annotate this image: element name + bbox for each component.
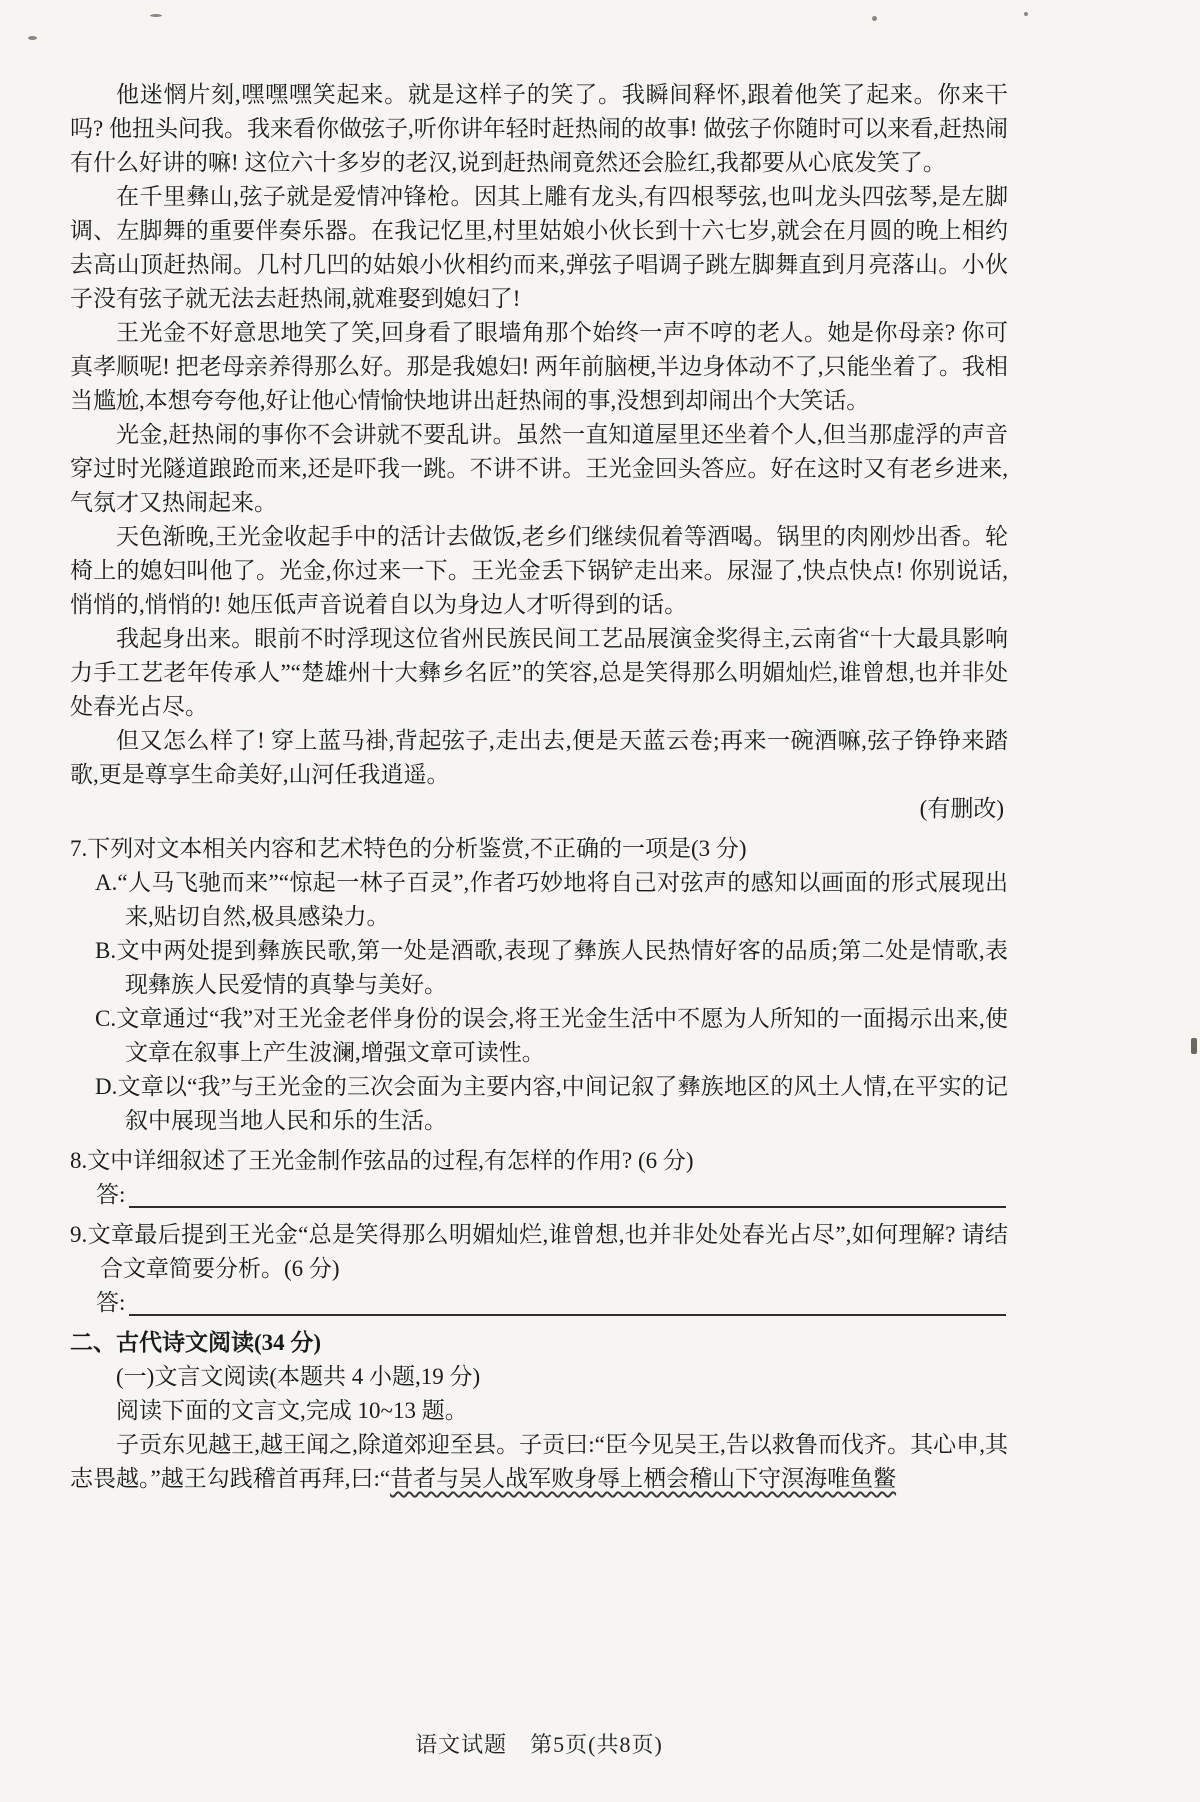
question-7-option-b: B.文中两处提到彝族民歌,第一处是酒歌,表现了彝族人民热情好客的品质;第二处是情歌,表现彝族人民爱情的真挚与美好。: [95, 938, 1008, 997]
passage-paragraph-6: 我起身出来。眼前不时浮现这位省州民族民间工艺品展演金奖得主,云南省“十大最具影响力手工艺老年传承人”“楚雄州十大彝乡名匠”的笑容,总是笑得那么明媚灿烂,谁曾想,也并非处处春光占尽。: [70, 626, 1008, 719]
answer-blank-line: [129, 1313, 1006, 1316]
passage-paragraph-2: 在千里彝山,弦子就是爱情冲锋枪。因其上雕有龙头,有四根琴弦,也叫龙头四弦琴,是左脚调、左脚舞的重要伴奏乐器。在我记忆里,村里姑娘小伙长到十六七岁,就会在月圆的晚上相约去高山顶赶热闹。几村几凹的姑娘小伙相约而来,弹弦子唱调子跳左脚舞直到月亮落山。小伙子没有弦子就无法去赶热闹,就难娶到媳妇了!: [70, 184, 1008, 311]
scan-speck: [150, 14, 162, 17]
question-7-option-a: A.“人马飞驰而来”“惊起一林子百灵”,作者巧妙地将自己对弦声的感知以画面的形式展现出来,贴切自然,极具感染力。: [95, 870, 1008, 929]
question-7-option-c: C.文章通过“我”对王光金老伴身份的误会,将王光金生活中不愿为人所知的一面揭示出来,使文章在叙事上产生波澜,增强文章可读性。: [95, 1006, 1008, 1065]
reading-passage: [70, 78, 1008, 826]
passage-paragraph-7: 但又怎么样了! 穿上蓝马褂,背起弦子,走出去,便是天蓝云卷;再来一碗酒嘛,弦子铮铮来踏歌,更是尊享生命美好,山河任我逍遥。: [70, 728, 1008, 787]
question-9-stem: 9.文章最后提到王光金“总是笑得那么明媚灿烂,谁曾想,也并非处处春光占尽”,如何理解? 请结合文章简要分析。(6 分): [70, 1222, 1008, 1281]
section-2-ancient-reading: [70, 1326, 1008, 1496]
answer-label: 答:: [96, 1182, 126, 1207]
scan-speck: [1191, 1038, 1197, 1054]
question-7-stem: 7.下列对文本相关内容和艺术特色的分析鉴赏,不正确的一项是(3 分): [70, 836, 747, 861]
question-9: [70, 1218, 1008, 1320]
question-9-answer-row: [96, 1286, 1008, 1320]
page-footer: 语文试题 第5页(共8页): [415, 1732, 663, 1757]
classical-text-wavy-underlined: 昔者与吴人战军败身辱上栖会稽山下守溟海唯鱼鳖: [390, 1466, 897, 1491]
section-2-subtitle-1: (一)文言文阅读(本题共 4 小题,19 分): [116, 1364, 481, 1389]
section-2-subtitle-2: 阅读下面的文言文,完成 10~13 题。: [116, 1398, 468, 1423]
passage-paragraph-3: 王光金不好意思地笑了笑,回身看了眼墙角那个始终一声不哼的老人。她是你母亲? 你可真孝顺呢! 把老母亲养得那么好。那是我媳妇! 两年前脑梗,半边身体动不了,只能坐着了。我相当尴尬,本想夸夸他,好让他心情愉快地讲出赶热闹的事,没想到却闹出个大笑话。: [70, 320, 1008, 413]
question-7: [70, 832, 1008, 1138]
classical-passage: [70, 1428, 1008, 1496]
answer-label: 答:: [96, 1290, 126, 1315]
source-note: (有删改): [919, 796, 1004, 821]
question-8: [70, 1144, 1008, 1212]
passage-paragraph-1: 他迷惘片刻,嘿嘿嘿笑起来。就是这样子的笑了。我瞬间释怀,跟着他笑了起来。你来干吗? 他扭头问我。我来看你做弦子,听你讲年轻时赶热闹的故事! 做弦子你随时可以来看,赶热闹有什么好讲的嘛! 这位六十多岁的老汉,说到赶热闹竟然还会脸红,我都要从心底发笑了。: [70, 82, 1008, 175]
section-2-title: 二、古代诗文阅读(34 分): [70, 1330, 322, 1355]
answer-blank-line: [129, 1205, 1006, 1208]
passage-paragraph-5: 天色渐晚,王光金收起手中的活计去做饭,老乡们继续侃着等酒喝。锅里的肉刚炒出香。轮椅上的媳妇叫他了。光金,你过来一下。王光金丢下锅铲走出来。尿湿了,快点快点! 你别说话,悄悄的,悄悄的! 她压低声音说着自以为身边人才听得到的话。: [70, 524, 1008, 617]
classical-text-plain: 子贡东见越王,越王闻之,除道郊迎至县。子贡曰:“臣今见吴王,告以救鲁而伐齐。其心申,其志畏越。”越王勾践稽首再拜,曰:“: [70, 1432, 1008, 1491]
scan-speck: [872, 16, 877, 21]
scan-speck: [28, 36, 37, 40]
question-8-stem: 8.文中详细叙述了王光金制作弦品的过程,有怎样的作用? (6 分): [70, 1148, 694, 1173]
scan-speck: [1024, 12, 1028, 16]
question-8-answer-row: [96, 1178, 1008, 1212]
passage-paragraph-4: 光金,赶热闹的事你不会讲就不要乱讲。虽然一直知道屋里还坐着个人,但当那虚浮的声音穿过时光隧道踉跄而来,还是吓我一跳。不讲不讲。王光金回头答应。好在这时又有老乡进来,气氛才又热闹起来。: [70, 422, 1008, 515]
question-7-option-d: D.文章以“我”与王光金的三次会面为主要内容,中间记叙了彝族地区的风土人情,在平实的记叙中展现当地人民和乐的生活。: [95, 1074, 1008, 1133]
